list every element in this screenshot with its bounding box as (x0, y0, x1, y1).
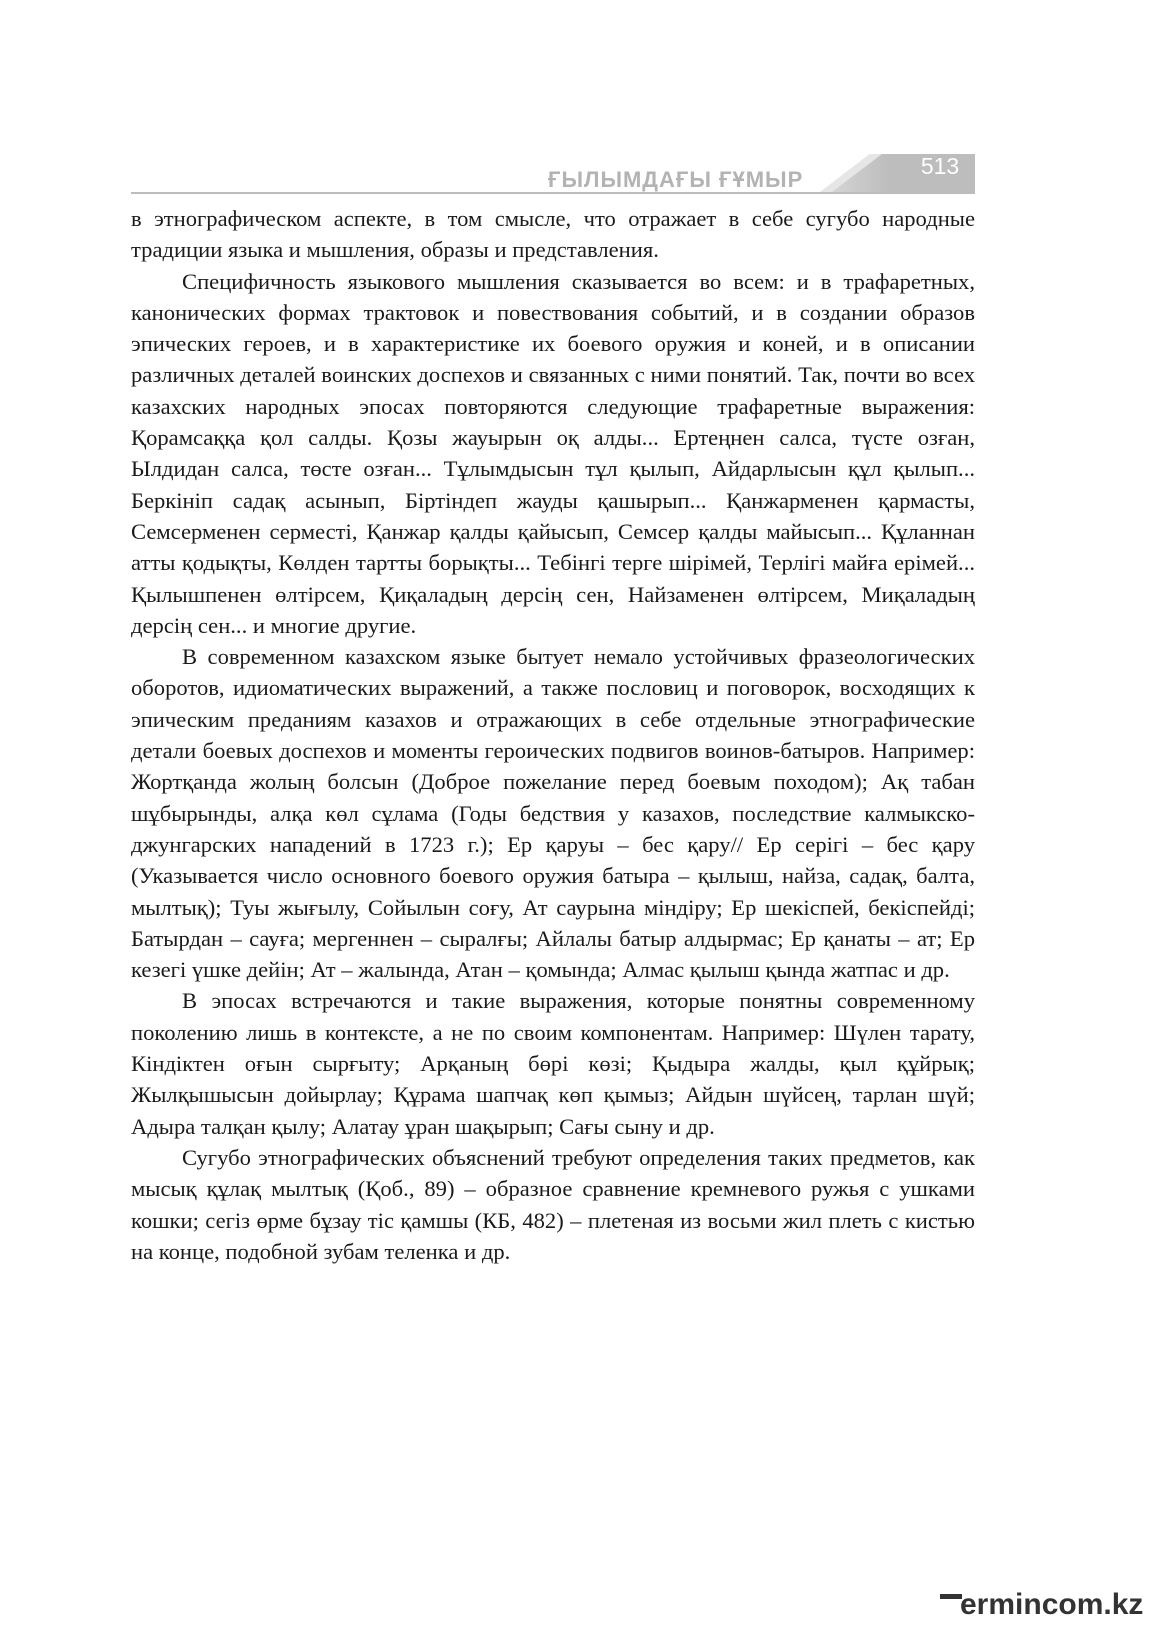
watermark-t-bar (940, 1594, 962, 1599)
paragraph-2: Специфичность языкового мышления сказывается во всем: и в трафаретных, канонических формах трактовок и повествования событий, и в создании образов эпических героев, и в характеристике их боевого оружия и коней, и в описании различных деталей воинских доспехов и связанных с ними понятий. Так, почти во всех казахских народных эпосах повторяются следующие трафаретные выражения: Қорамсаққа қол салды. Қозы жауырын оқ алды... Ертеңнен салса, түсте озған, Ылдидан салса, төсте озған... Тұлымдысын тұл қылып, Айдарлысын құл қылып... Беркініп садақ асынып, Біртіндеп жауды қашырып... Қанжарменен қармасты, Семсерменен серместі, Қанжар қалды қайысып, Семсер қалды майысып... Құланнан атты қодықты, Көлден тартты борықты... Тебінгі терге шірімей, Терлігі майға ерімей... Қылышпенен өлтірсем, Қиқаладың дерсің сен, Найзаменен өлтірсем, Миқаладың дерсің сен... и многие другие. (131, 268, 975, 638)
page-number: 513 (920, 153, 960, 179)
paragraph-5: Сугубо этнографических объяснений требуют определения таких предметов, как мысық құлақ мылтық (Қоб., 89) – образное сравнение кремневого ружья с ушками кошки; сегіз өрме бұзау тіс қамшы (КБ, 482) – плетеная из восьми жил плеть с кистью на конце, подобной зубам теленка и др. (131, 1144, 975, 1264)
watermark-text: ermincom.kz (960, 1588, 1144, 1621)
paragraph-1: в этнографическом аспекте, в том смысле, что отражает в себе сугубо народные традиции языка и мышления, образы и представления. (131, 206, 975, 263)
page-header (0, 0, 1158, 200)
running-title: ҒЫЛЫМДАҒЫ ҒҰМЫР (548, 167, 804, 192)
site-watermark (940, 1588, 1143, 1622)
paragraph-4: В эпосах встречаются и такие выражения, которые понятны современному поколению лишь в контексте, а не по своим компонентам. Например: Шүлен тарату, Кіндіктен оғын сырғыту; Арқаның бөрі көзі; Қыдыра жалды, қыл құйрық; Жылқышысын дойырлау; Құрама шапчақ көп қымыз; Айдын шүйсең, тарлан шүй; Адыра талқан қылу; Алатау ұран шақырып; Сағы сыну и др. (131, 988, 975, 1139)
paragraph-3: В современном казахском языке бытует немало устойчивых фразеологических оборотов, идиоматических выражений, а также пословиц и поговорок, восходящих к эпическим преданиям казахов и отражающих в себе отдельные этнографические детали боевых доспехов и моменты героических подвигов воинов-батыров. Например: Жортқанда жолың болсын (Доброе пожелание перед боевым походом); Ақ табан шұбырынды, алқа көл сұлама (Годы бедствия у казахов, последствие калмыкско-джунгарских нападений в 1723 г.); Ер қаруы – бес қару// Ер серігі – бес қару (Указывается число основного боевого оружия батыра – қылыш, найза, садақ, балта, мылтық); Туы жығылу, Сойылын соғу, Ат саурына міндіру; Ер шекіспей, бекіспейді; Батырдан – сауға; мергеннен – сыралғы; Айлалы батыр алдырмас; Ер қанаты – ат; Ер кезегі үшке дейін; Ат – жалында, Атан – қомында; Алмас қылыш қында жатпас и др. (131, 644, 975, 983)
header-rule (131, 192, 975, 194)
body-text (131, 203, 975, 1267)
